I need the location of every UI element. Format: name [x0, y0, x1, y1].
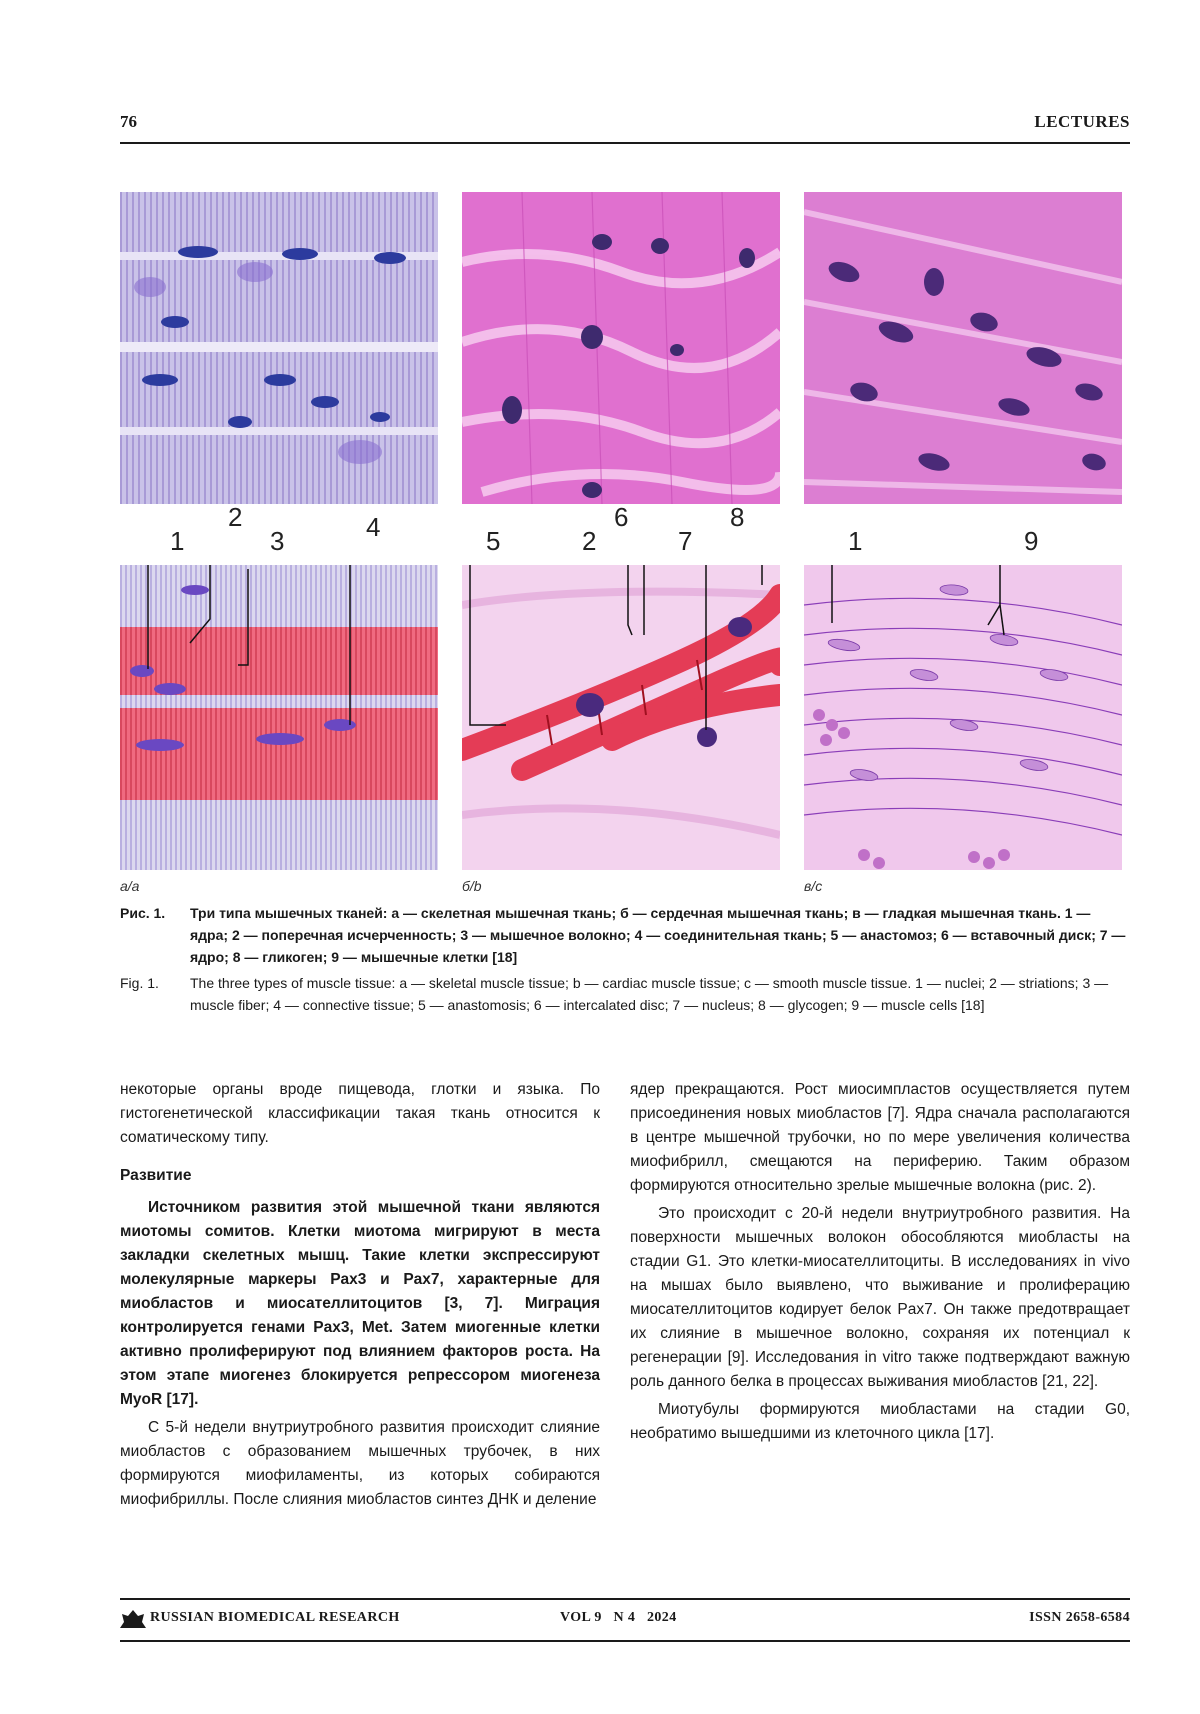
caption-en-text: The three types of muscle tissue: a — skeletal muscle tissue; b — cardiac muscle tissue; c — smooth muscle tissue. 1 — nuclei; 2 — striations; 3 — muscle fiber; 4 — connective tissue; 5 — anastomosis; 6 — intercalated disc; 7 — nucleus; 8 — glycogen; 9 — muscle cells [18]	[190, 975, 1109, 1013]
header-rule	[120, 142, 1130, 144]
section-heading: Развитие	[120, 1167, 192, 1184]
footer-rule-top	[120, 1598, 1130, 1600]
callout-number: 2	[228, 502, 243, 532]
left-column	[120, 1078, 600, 1512]
paragraph: Это происходит с 20-й недели внутриутробного развития. На поверхности мышечных волокон обособляются миобласты на стадии G1. Это клетки-миосателлитоциты. В исследованиях in vivo на мышах было выявлено, что выживание и пролиферацию миосателлитоцитов кодирует белок Pax7. Он также предотвращает их слияние в мышечное волокно, сохраняя их потенциал к регенерации [9]. Исследования in vitro также подтверждают важную роль данного белка в процессах выживания миобластов [21, 22].	[630, 1205, 1130, 1390]
micrograph-cardiac	[462, 192, 780, 504]
paragraph: С 5-й недели внутриутробного развития происходит слияние миобластов с образованием мышечных трубочек, в них формируются миофиламенты, из которых собираются миофибриллы. После слияния миобластов синтез ДНК и деление	[120, 1419, 600, 1508]
panel-label-b: б/b	[462, 878, 482, 894]
footer-rule-bottom	[120, 1640, 1130, 1642]
paragraph: Миотубулы формируются миобластами на стадии G0, необратимо вышедшими из клеточного цикла [17].	[630, 1401, 1130, 1442]
callout-number: 9	[1024, 526, 1039, 556]
journal-logo-icon	[120, 1608, 146, 1630]
micrograph-skeletal	[120, 192, 438, 504]
illustration-smooth	[804, 565, 1122, 870]
panel-label-c: в/c	[804, 878, 823, 894]
journal-issn: ISSN 2658-6584	[1029, 1610, 1130, 1625]
caption-ru-text: Три типа мышечных тканей: а — скелетная мышечная ткань; б — сердечная мышечная ткань; в — гладкая мышечная ткань. 1 — ядра; 2 — поперечная исчерченность; 3 — мышечное волокно; 4 — соединительная ткань; 5 — анастомоз; 6 — вставочный диск; 7 — ядро; 8 — гликоген; 9 — мышечные клетки [18]	[190, 905, 1126, 965]
callout-number: 1	[170, 526, 185, 556]
journal-name: RUSSIAN BIOMEDICAL RESEARCH	[150, 1610, 400, 1625]
callout-number: 7	[678, 526, 693, 556]
callout-number: 8	[730, 502, 745, 532]
paragraph: некоторые органы вроде пищевода, глотки и языка. По гистогенетической классификации такая ткань относится к соматическому типу.	[120, 1081, 600, 1146]
callout-number: 4	[366, 512, 381, 542]
figure-caption-ru	[120, 902, 1130, 968]
caption-ru-label: Рис. 1.	[120, 905, 166, 921]
callout-number: 1	[848, 526, 863, 556]
paragraph: Источником развития этой мышечной ткани являются миотомы сомитов. Клетки миотома мигрируют в места закладки скелетных мышц. Такие клетки экспрессируют молекулярные маркеры Pax3 и Pax7, характерные для миобластов и миосателлитоцитов [3, 7]. Миграция контролируется генами Pax3, Met. Затем миогенные клетки активно пролиферируют под влиянием факторов роста. На этом этапе миогенез блокируется репрессором миогенеза MyoR [17].	[120, 1199, 600, 1408]
figure-caption-en	[120, 972, 1130, 1016]
micrograph-smooth	[804, 192, 1122, 504]
paragraph: ядер прекращаются. Рост миосимпластов осуществляется путем присоединения новых миобластов [7]. Ядра сначала располагаются в центре мышечной трубочки, но по мере увеличения количества миофибрилл, смещаются на периферию. Таким образом формируются относительно зрелые мышечные волокна (рис. 2).	[630, 1081, 1130, 1194]
panel-label-a: а/a	[120, 878, 140, 894]
right-column	[630, 1078, 1130, 1446]
callout-number: 3	[270, 526, 285, 556]
section-title: LECTURES	[1034, 112, 1130, 131]
caption-en-label: Fig. 1.	[120, 975, 159, 991]
callout-number: 5	[486, 526, 501, 556]
journal-volume: VOL 9 N 4 2024	[560, 1610, 677, 1625]
page-number: 76	[120, 112, 137, 131]
illustration-skeletal	[120, 565, 438, 870]
callout-number: 6	[614, 502, 629, 532]
illustration-cardiac	[462, 565, 780, 870]
callout-number: 2	[582, 526, 597, 556]
